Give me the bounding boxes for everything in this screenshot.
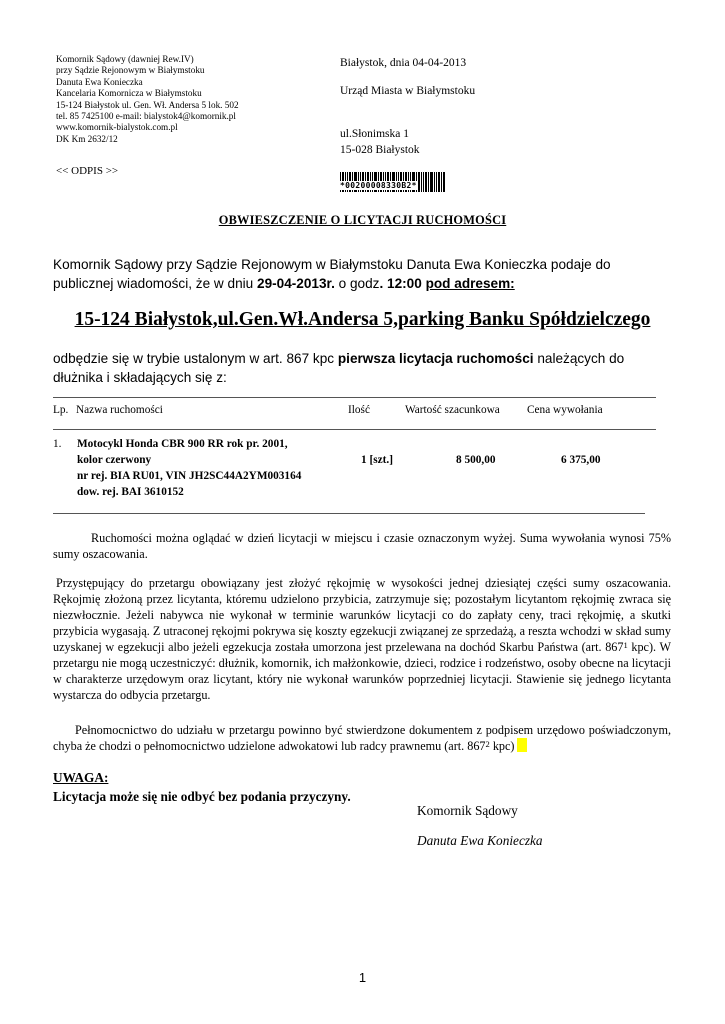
cell-value: 8 500,00 bbox=[456, 454, 496, 466]
bid-type: pierwsza licytacja ruchomości bbox=[337, 351, 534, 366]
table-divider bbox=[53, 429, 656, 430]
case-number: DK Km 2632/12 bbox=[56, 133, 118, 144]
intro-time-prefix: o godz bbox=[334, 276, 380, 291]
poa-text: Pełnomocnictwo do udziału w przetargu powinno być stwierdzone dokumentem z podpisem urzędowo poświadczonym, chyba że chodzi o pełnomocnictwo udzielone adwokatowi lub radcy prawnemu (art. 867 bbox=[53, 723, 671, 753]
power-of-attorney-paragraph bbox=[53, 722, 671, 754]
table-divider bbox=[53, 397, 656, 398]
deposit-text-end: kpc). W przetargu nie mogą uczestniczyć: dłużnik, komornik, ich małżonkowie, dzieci, rodzice i rodzeństwo, osoby obecne na licytacji w charakterze urzędowym oraz licytant, który nie wykonał warunków poprzedniej licytacji. Stawienie się jednego licytanta wystarcza do odbycia przetargu. bbox=[53, 640, 671, 702]
header-line: przy Sądzie Rejonowym w Białymstoku bbox=[56, 65, 205, 76]
auction-date: 29-04-2013r. bbox=[257, 276, 335, 291]
col-header-qty: Ilość bbox=[348, 404, 370, 416]
viewing-paragraph: Ruchomości można oglądać w dzień licytacji w miejscu i czasie oznaczonym wyżej. Suma wywołania wynosi 75% sumy oszacowania. bbox=[53, 531, 671, 561]
page-number: 1 bbox=[358, 970, 367, 985]
deposit-paragraph bbox=[53, 575, 671, 703]
date-line: Białystok, dnia 04-04-2013 bbox=[340, 57, 467, 69]
col-header-price: Cena wywołania bbox=[527, 404, 603, 416]
cell-name-line: dow. rej. BAI 3610152 bbox=[77, 486, 184, 498]
barcode-text: *00200008330B2* bbox=[340, 181, 417, 190]
auction-time: 12:00 bbox=[383, 276, 422, 291]
warning-heading: UWAGA: bbox=[53, 770, 109, 785]
signature-role: Komornik Sądowy bbox=[417, 803, 518, 818]
auction-mode-paragraph bbox=[53, 349, 675, 387]
col-header-value: Wartość szacunkowa bbox=[405, 404, 500, 416]
article-sup: 1 bbox=[623, 640, 628, 650]
header-line: Komornik Sądowy (dawniej Rew.IV) bbox=[56, 54, 194, 64]
cell-name-line: Motocykl Honda CBR 900 RR rok pr. 2001, bbox=[77, 438, 288, 450]
col-header-name: Nazwa ruchomości bbox=[76, 404, 163, 416]
auction-address: 15-124 Białystok,ul.Gen.Wł.Andersa 5,parking Banku Spółdzielczego bbox=[74, 309, 651, 330]
bid-text-end: należących do dłużnika i składających się z: bbox=[53, 351, 625, 385]
intro-paragraph bbox=[53, 255, 673, 293]
header-line: www.komornik-bialystok.com.pl bbox=[56, 122, 178, 133]
recipient-name: Urząd Miasta w Białymstoku bbox=[340, 85, 476, 97]
highlight-mark bbox=[517, 738, 527, 752]
address-label: pod adresem: bbox=[425, 276, 515, 291]
cell-qty: 1 [szt.] bbox=[361, 454, 393, 466]
cell-name-line: kolor czerwony bbox=[77, 454, 152, 466]
header-line: 15-124 Białystok ul. Gen. Wł. Andersa 5 lok. 502 bbox=[56, 99, 239, 110]
table-divider bbox=[53, 513, 645, 514]
copy-marker: << ODPIS >> bbox=[56, 165, 119, 177]
col-header-lp: Lp. bbox=[53, 404, 69, 416]
recipient-city: 15-028 Białystok bbox=[340, 144, 420, 156]
bailiff-header bbox=[56, 54, 239, 145]
deposit-text: Przystępujący do przetargu obowiązany jest złożyć rękojmię w wysokości jednej dziesiątej części sumy oszacowania. Rękojmię złożoną przez licytanta, któremu udzielono przybicia, zatrzymuje się; pozostałym licytantom rękojmię zwraca się niezwłocznie. Jeżeli nabywca nie wykonał w terminie warunków licytacji co do zapłaty ceny, traci rękojmię, a skutki przybicia wygasają. Z utraconej rękojmi pokrywa się koszty egzekucji związanej ze sprzedażą, a reszta wchodzi w skład sumy uzyskanej w egzekucji albo jeżeli egzekucja została umorzona jest przelewana na dochód Skarbu Państwa (art. 867 bbox=[53, 576, 671, 654]
article-sup: 2 bbox=[485, 739, 490, 749]
warning-text: Licytacja może się nie odbyć bez podania przyczyny. bbox=[53, 789, 351, 804]
intro-dot: . bbox=[379, 276, 384, 291]
signature-name: Danuta Ewa Konieczka bbox=[417, 833, 543, 848]
header-line: tel. 85 7425100 e-mail: bialystok4@komornik.pl bbox=[56, 111, 236, 122]
cell-lp: 1. bbox=[53, 438, 62, 450]
poa-text-end: kpc) bbox=[489, 739, 515, 753]
intro-text: Komornik Sądowy przy Sądzie Rejonowym w Białymstoku Danuta Ewa Konieczka podaje do publicznej wiadomości, że w dniu bbox=[53, 257, 611, 291]
document-title: OBWIESZCZENIE O LICYTACJI RUCHOMOŚCI bbox=[218, 213, 507, 227]
cell-price: 6 375,00 bbox=[561, 454, 601, 466]
header-line: Kancelaria Komornicza w Białymstoku bbox=[56, 88, 202, 99]
bid-text: odbędzie się w trybie ustalonym w art. 867 kpc bbox=[53, 351, 338, 366]
header-line: Danuta Ewa Konieczka bbox=[56, 76, 143, 87]
cell-name-line: nr rej. BIA RU01, VIN JH2SC44A2YM003164 bbox=[77, 470, 302, 482]
recipient-street: ul.Słonimska 1 bbox=[340, 128, 410, 140]
